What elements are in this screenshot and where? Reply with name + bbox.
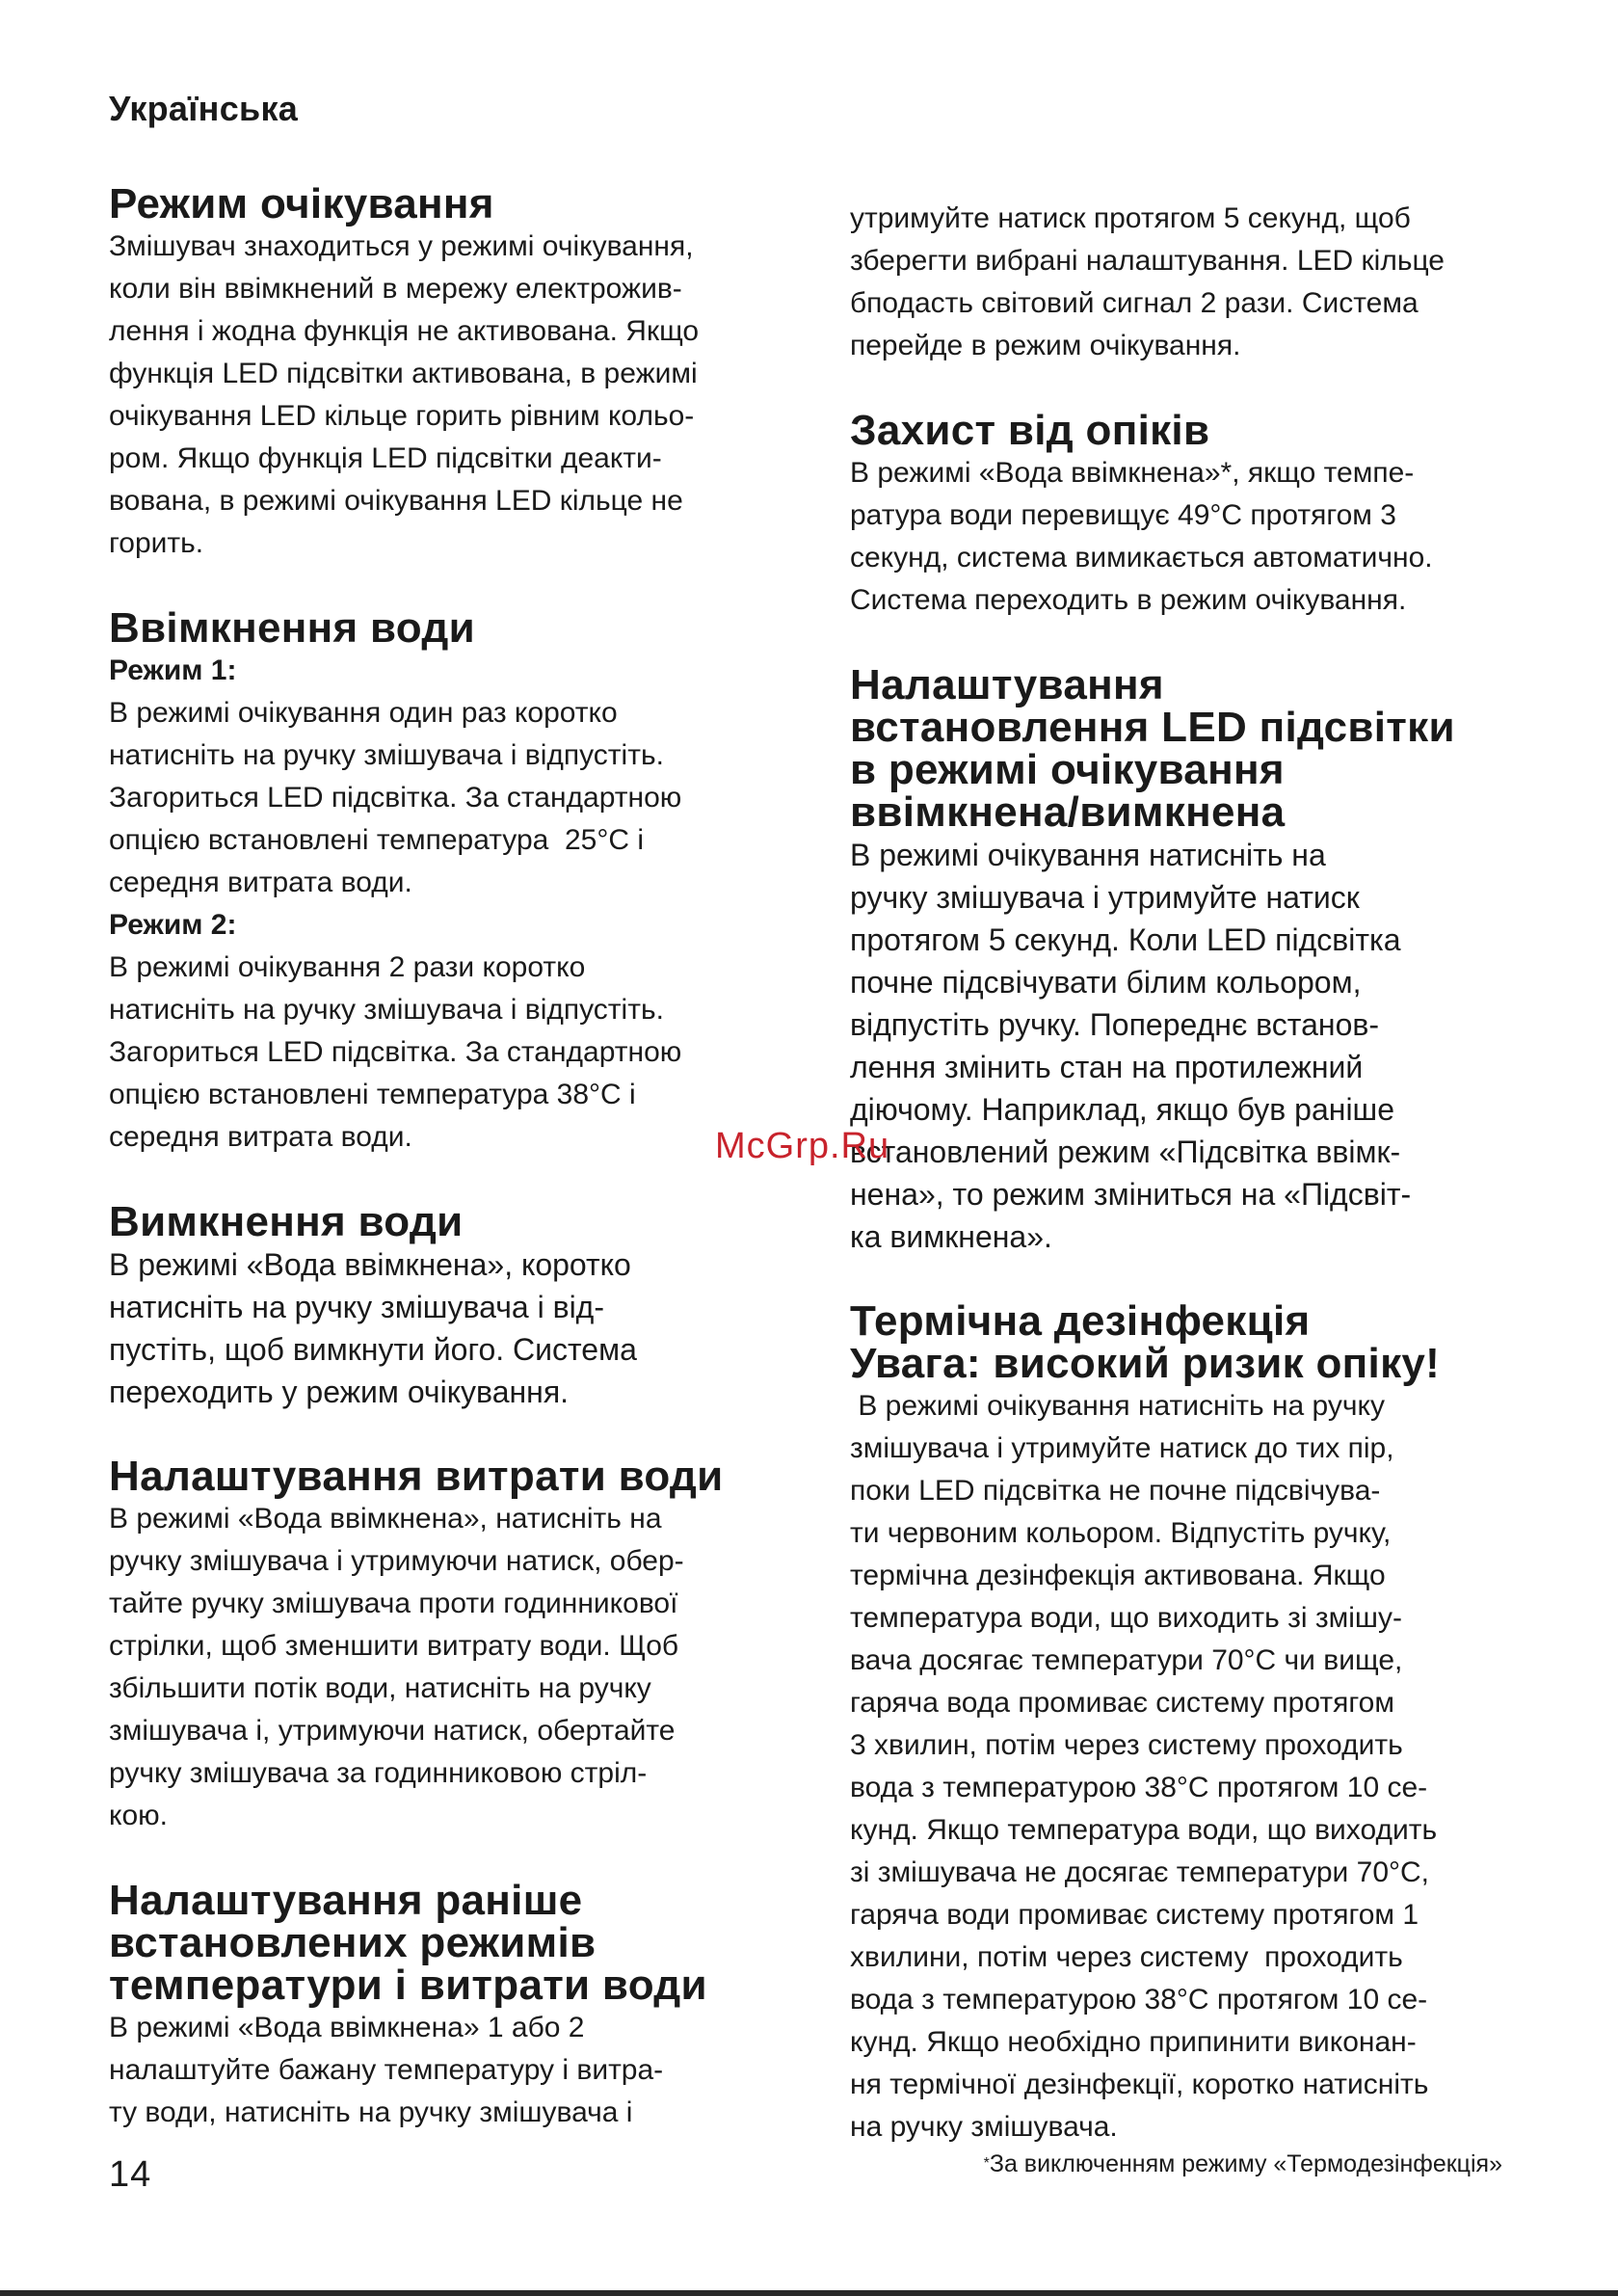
section-body	[109, 226, 774, 565]
title-line: встановлених режимів	[109, 1919, 597, 1966]
text-line: ручку змішувача і утримуйте натиск	[850, 880, 1360, 915]
section-water-off	[109, 1198, 774, 1413]
text-line: ратура води перевищує 49°С протягом 3	[850, 499, 1396, 531]
text-line: опцією встановлені температура 25°С і	[109, 824, 645, 856]
text-line: встановлений режим «Підсвітка ввімк-	[850, 1135, 1401, 1169]
text-line: ту води, натисніть на ручку змішувача і	[109, 2096, 633, 2128]
title-line: встановлення LED підсвітки	[850, 704, 1455, 751]
text-line: ня термічної дезінфекції, коротко натисніть	[850, 2069, 1429, 2100]
text-line: В режимі «Вода ввімкнена»*, якщо темпе-	[850, 457, 1415, 489]
page-number: 14	[109, 2154, 152, 2195]
text-line: нена», то режим зміниться на «Підсвіт-	[850, 1177, 1412, 1212]
text-line: вована, в режимі очікування LED кільце не	[109, 485, 683, 517]
left-column	[109, 180, 774, 2134]
text-line: ручку змішувача за годинниковою стріл-	[109, 1757, 648, 1789]
text-line: В режимі «Вода ввімкнена», натисніть на	[109, 1503, 662, 1535]
text-line: натисніть на ручку змішувача і відпустіть.	[109, 994, 664, 1026]
text-line: збільшити потік води, натисніть на ручку	[109, 1672, 651, 1704]
text-line: Змішувач знаходиться у режимі очікування,	[109, 230, 694, 262]
continued-text	[850, 198, 1515, 367]
section-preset-modes	[109, 1877, 774, 2134]
mode1-body	[109, 692, 774, 904]
text-line: Загориться LED підсвітка. За стандартною	[109, 1036, 682, 1068]
footnote	[984, 2148, 1502, 2180]
section-body	[109, 1498, 774, 1837]
text-line: переходить у режим очікування.	[109, 1375, 570, 1409]
text-line: натисніть на ручку змішувача і від-	[109, 1290, 604, 1324]
text-line: лення змінить стан на протилежний	[850, 1050, 1364, 1084]
title-line: Термічна дезінфекція	[850, 1297, 1311, 1345]
section-led-setting	[850, 661, 1515, 1258]
section-title	[109, 1877, 774, 2009]
text-line: функція LED підсвітки активована, в режимі	[109, 358, 698, 389]
text-line: змішувача і, утримуючи натиск, обертайте	[109, 1715, 676, 1747]
text-line: середня витрата води.	[109, 1121, 412, 1153]
section-title: Ввімкнення води	[109, 604, 475, 652]
text-line: протягом 5 секунд. Коли LED підсвітка	[850, 922, 1401, 957]
text-line: ручку змішувача і утримуючи натиск, обер-	[109, 1545, 684, 1577]
text-line: вача досягає температури 70°С чи вище,	[850, 1644, 1403, 1676]
text-line: ром. Якщо функція LED підсвітки деакти-	[109, 442, 662, 474]
text-line: В режимі очікування натисніть на	[850, 838, 1326, 872]
section-title: Захист від опіків	[850, 407, 1210, 454]
text-line: В режимі очікування 2 рази коротко	[109, 951, 586, 983]
right-column	[850, 198, 1515, 2149]
section-title: Режим очікування	[109, 180, 494, 227]
text-line: гаряча вода промиває систему протягом	[850, 1687, 1394, 1719]
text-line: утримуйте натиск протягом 5 секунд, щоб	[850, 202, 1411, 234]
text-line: Система переходить в режим очікування.	[850, 584, 1407, 616]
title-line: Налаштування раніше	[109, 1877, 583, 1924]
section-body	[850, 1385, 1515, 2149]
footnote-mark: *	[983, 2155, 990, 2172]
title-line: Увага: високий ризик опіку!	[850, 1340, 1441, 1387]
text-line: стрілки, щоб зменшити витрату води. Щоб	[109, 1630, 679, 1662]
text-line: тайте ручку змішувача проти годинникової	[109, 1588, 678, 1619]
text-line: горить.	[109, 527, 204, 559]
text-line: лення і жодна функція не активована. Якщо	[109, 315, 700, 347]
text-line: відпустіть ручку. Попереднє встанов-	[850, 1007, 1380, 1042]
section-title: Вимкнення води	[109, 1198, 464, 1245]
text-line: коли він ввімкнений в мережу електрожив-	[109, 273, 682, 305]
text-line: В режимі очікування один раз коротко	[109, 697, 618, 729]
text-line: перейде в режим очікування.	[850, 330, 1241, 361]
section-title	[850, 661, 1515, 836]
text-line: кунд. Якщо температура води, що виходить	[850, 1814, 1438, 1846]
section-flow-setting	[109, 1455, 774, 1837]
text-line: В режимі очікування натисніть на ручку	[850, 1390, 1385, 1422]
text-line: вода з температурою 38°С протягом 10 се-	[850, 1984, 1428, 2016]
text-line: діючому. Наприклад, якщо був раніше	[850, 1092, 1395, 1127]
section-body	[850, 452, 1515, 622]
text-line: ка вимкнена».	[850, 1219, 1052, 1254]
watermark: McGrp.Ru	[715, 1126, 890, 1166]
text-line: поки LED підсвітка не почне підсвічува-	[850, 1475, 1381, 1507]
text-line: очікування LED кільце горить рівним кольо-	[109, 400, 695, 432]
section-title	[850, 1297, 1515, 1387]
section-water-on	[109, 604, 774, 1159]
section-scald-protection	[850, 407, 1515, 622]
text-line: термічна дезінфекція активована. Якщо	[850, 1560, 1386, 1591]
language-header: Українська	[109, 89, 299, 128]
text-line: вода з температурою 38°С протягом 10 се-	[850, 1772, 1428, 1803]
footnote-text: За виключенням режиму «Термодезінфекція»	[989, 2150, 1502, 2177]
mode2-body	[109, 947, 774, 1159]
text-line: 3 хвилин, потім через систему проходить	[850, 1729, 1403, 1761]
text-line: температура води, що виходить зі змішу-	[850, 1602, 1402, 1634]
text-line: гаряча води промиває систему протягом 1	[850, 1899, 1419, 1931]
text-line: пустіть, щоб вимкнути його. Система	[109, 1332, 637, 1367]
text-line: кунд. Якщо необхідно припинити виконан-	[850, 2026, 1417, 2058]
title-line: Налаштування	[850, 661, 1164, 708]
section-body	[109, 1243, 774, 1413]
text-line: налаштуйте бажану температуру і витра-	[109, 2054, 664, 2086]
text-line: зі змішувача не досягає температури 70°С,	[850, 1856, 1430, 1888]
section-thermal-disinfection	[850, 1297, 1515, 2149]
text-line: секунд, система вимикається автоматично.	[850, 542, 1433, 574]
text-line: ти червоним кольором. Відпустіть ручку,	[850, 1517, 1392, 1549]
text-line: В режимі «Вода ввімкнена» 1 або 2	[109, 2012, 585, 2043]
text-line: на ручку змішувача.	[850, 2111, 1118, 2143]
title-line: ввімкнена/вимкнена	[850, 788, 1286, 836]
section-body	[109, 2007, 774, 2134]
text-line: хвилини, потім через систему проходить	[850, 1941, 1403, 1973]
text-line: бподасть світовий сигнал 2 рази. Система	[850, 287, 1419, 319]
text-line: почне підсвічувати білим кольором,	[850, 965, 1362, 1000]
text-line: опцією встановлені температура 38°С і	[109, 1079, 636, 1110]
text-line: кою.	[109, 1800, 168, 1831]
mode1-label: Режим 1:	[109, 654, 237, 686]
section-title: Налаштування витрати води	[109, 1453, 724, 1500]
mode2-label: Режим 2:	[109, 909, 237, 941]
section-standby	[109, 180, 774, 565]
title-line: в режимі очікування	[850, 746, 1285, 793]
section-body	[850, 834, 1515, 1258]
text-line: В режимі «Вода ввімкнена», коротко	[109, 1247, 631, 1282]
title-line: температури і витрати води	[109, 1962, 707, 2009]
text-line: натисніть на ручку змішувача і відпустіть.	[109, 739, 664, 771]
text-line: змішувача і утримуйте натиск до тих пір,	[850, 1432, 1394, 1464]
text-line: зберегти вибрані налаштування. LED кільце	[850, 245, 1445, 277]
text-line: Загориться LED підсвітка. За стандартною	[109, 782, 682, 814]
text-line: середня витрата води.	[109, 867, 412, 898]
bottom-rule	[0, 2290, 1618, 2296]
